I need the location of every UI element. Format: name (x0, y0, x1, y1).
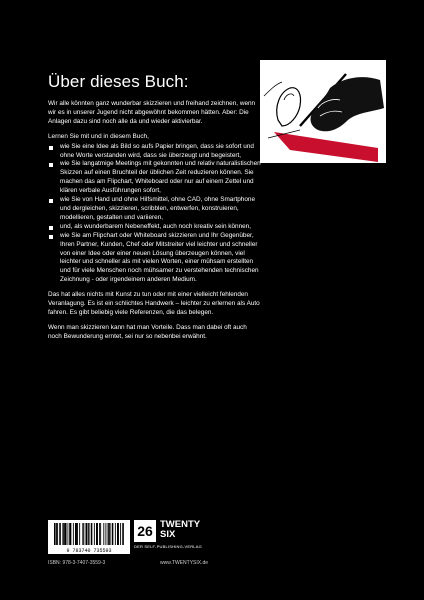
barcode-bar (62, 523, 63, 545)
list-item: und, als wunderbarem Nebeneffekt, auch noch kreativ sein können, (48, 223, 264, 232)
publisher-url: www.TWENTYSIX.de (160, 560, 209, 566)
isbn-text: ISBN: 978-3-7407-3559-3 (48, 560, 106, 566)
barcode-bar (79, 523, 80, 545)
barcode-bar (99, 523, 100, 545)
barcode-bar (110, 523, 111, 545)
logo-name-line2: SIX (160, 529, 176, 540)
barcode-bar (82, 523, 83, 545)
barcode-bar (86, 523, 88, 545)
barcode-bar (70, 523, 72, 545)
publisher-logo (134, 520, 222, 554)
barcode-bar (73, 523, 74, 545)
logo-name-line1: TWENTY (160, 519, 201, 530)
barcode-bar (91, 523, 93, 545)
barcode-bar (120, 523, 121, 545)
lead-sentence: Lernen Sie mit und in diesem Buch, (48, 132, 149, 140)
barcode-bar (59, 523, 61, 545)
barcode-bar (94, 523, 95, 545)
intro-paragraph: Wir alle könnten ganz wunderbar skizzieren und freihand zeichnen, wenn wir es in unserer Jugend nicht abgewöhnt bekommen hätten. Aber: Die Anlagen dazu sind noch alle da und wieder aktivierbar. (48, 100, 256, 125)
barcode-bar (97, 523, 98, 545)
craft-paragraph: Das hat alles nichts mit Kunst zu tun oder mit einer vielleicht fehlenden Veranlagung. Es ist ein schlichtes Handwerk – leichter zu erlernen als Auto fahren. Es gibt beliebig viele Referenzen, die das belegen. (48, 291, 260, 316)
description-text (48, 100, 264, 348)
list-item: wie Sie eine Idee als Bild so aufs Papier bringen, dass sie sofort und ohne Worte verstanden wird, dass sie überzeugt und begeistert, (48, 143, 264, 161)
logo-name (160, 520, 200, 540)
barcode-bar (109, 523, 110, 545)
barcode-bar (76, 523, 77, 545)
barcode-bar (63, 523, 64, 545)
list-item: wie Sie am Flipchart oder Whiteboard skizzieren und Ihr Gegenüber, Ihren Partner, Kunden, Chef oder Mitstreiter viel leichter und schneller von einer Idee oder einer neuen Lösung überzeugen können, viel leichter und schneller als mit vielen Worten, einer mühsam erstellten und für viele Menschen noch mühsamer zu verstehenden technischen Zeichnung - oder irgendeinem anderen Medium. (48, 232, 264, 285)
list-item: wie Sie von Hand und ohne Hilfsmittel, ohne CAD, ohne Smartphone und dergleichen, skizzieren, scribblen, entwerfen, konstruieren, modellieren, gestalten und variieren, (48, 196, 264, 223)
barcode-bar (118, 523, 119, 545)
barcode-bar (56, 523, 57, 545)
barcode-bar (105, 523, 106, 545)
barcode-bar (88, 523, 89, 545)
barcode-bar (77, 523, 78, 545)
barcode-bar (83, 523, 84, 545)
barcode-bar (65, 523, 67, 545)
barcode-digits: 9 783740 735593 (66, 548, 112, 554)
barcode-bar (108, 523, 109, 545)
barcode-icon (48, 520, 130, 554)
logo-subtitle: DER SELF-PUBLISHING-VERLAG (134, 544, 202, 549)
barcode-bar (100, 523, 101, 545)
hand-drawing-sketch-icon (260, 60, 386, 163)
barcode-bar (67, 523, 68, 545)
benefit-list (48, 143, 264, 286)
barcode-bar (112, 523, 114, 545)
page-title: Über dieses Buch: (48, 72, 189, 91)
barcode-bar (115, 523, 116, 545)
barcode-bar (103, 523, 104, 545)
advantage-paragraph: Wenn man skizzieren kann hat man Vorteile. Dass man dabei oft auch noch Bewunderung erntet, sei nur so nebenbei erwähnt. (48, 323, 247, 340)
logo-number: 26 (134, 520, 156, 542)
barcode-bar (54, 523, 56, 545)
barcode-bar (122, 523, 124, 545)
list-item: wie Sie langatmige Meetings mit gekonnten und relativ naturalistischen Skizzen auf einen Bruchteil der üblichen Zeit reduzieren können. Sie machen das am Flipchart, Whiteboard oder nur auf einem Zettel und klären verbale Ausführungen sofort, (48, 160, 264, 196)
barcode-bar (89, 523, 90, 545)
barcode-bar (69, 523, 70, 545)
barcode-bar (57, 523, 58, 545)
